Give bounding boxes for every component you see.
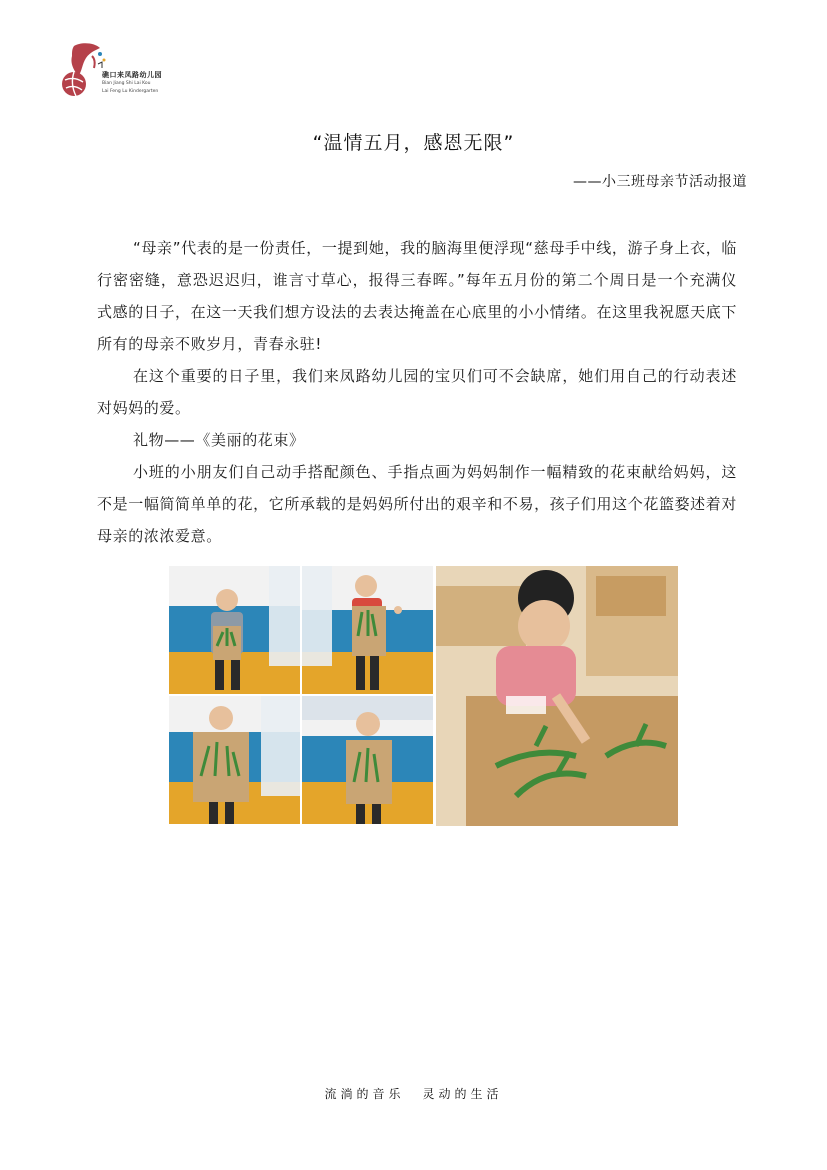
paragraph: 小班的小朋友们自己动手搭配颜色、手指点画为妈妈制作一幅精致的花束献给妈妈，这不是一幅简简单单的花，它所承载的是妈妈所付出的艰辛和不易，孩子们用这个花篮婺述着对母亲的浓浓爱意。 [97,463,737,545]
logo-name-en-2: Lai Feng Lu Kindergarten [102,88,159,94]
article-title: “温情五月，感恩无限” [312,132,515,154]
photo-section [169,566,678,826]
kindergarten-logo [60,42,180,102]
child-painting-photo [436,566,678,826]
page-footer [0,1085,827,1102]
logo-name-en-1: Bian Jiang Shi Lai Kou [102,81,151,86]
child-photo [169,696,300,824]
footer-motto-right: 灵动的生活 [422,1087,503,1101]
logo-name-cn: 礁口来凤路幼儿园 [102,71,162,79]
paragraph: “母亲”代表的是一份责任，一提到她，我的脑海里便浮现“慈母手中线，游子身上衣，临行密密缝，意恐迟迟归，谁言寸草心，报得三春晖。”每年五月份的第二个周日是一个充满仪式感的日子，在这一天我们想方设法的去表达掩盖在心底里的小小情绪。在这里我祝愿天底下所有的母亲不败岁月，青春永驻! [97,239,737,353]
child-photo [302,696,433,824]
child-photo [302,566,433,694]
child-photo [169,566,300,694]
paragraph: 礼物——《美丽的花束》 [133,431,305,449]
article-body [97,232,737,552]
footer-motto-left: 流淌的音乐 [324,1087,405,1101]
photo-collage [169,566,434,826]
article-subtitle: ——小三班母亲节活动报道 [573,174,747,190]
paragraph: 在这个重要的日子里，我们来凤路幼儿园的宝贝们可不会缺席，她们用自己的行动表述对妈妈的爱。 [97,367,737,417]
